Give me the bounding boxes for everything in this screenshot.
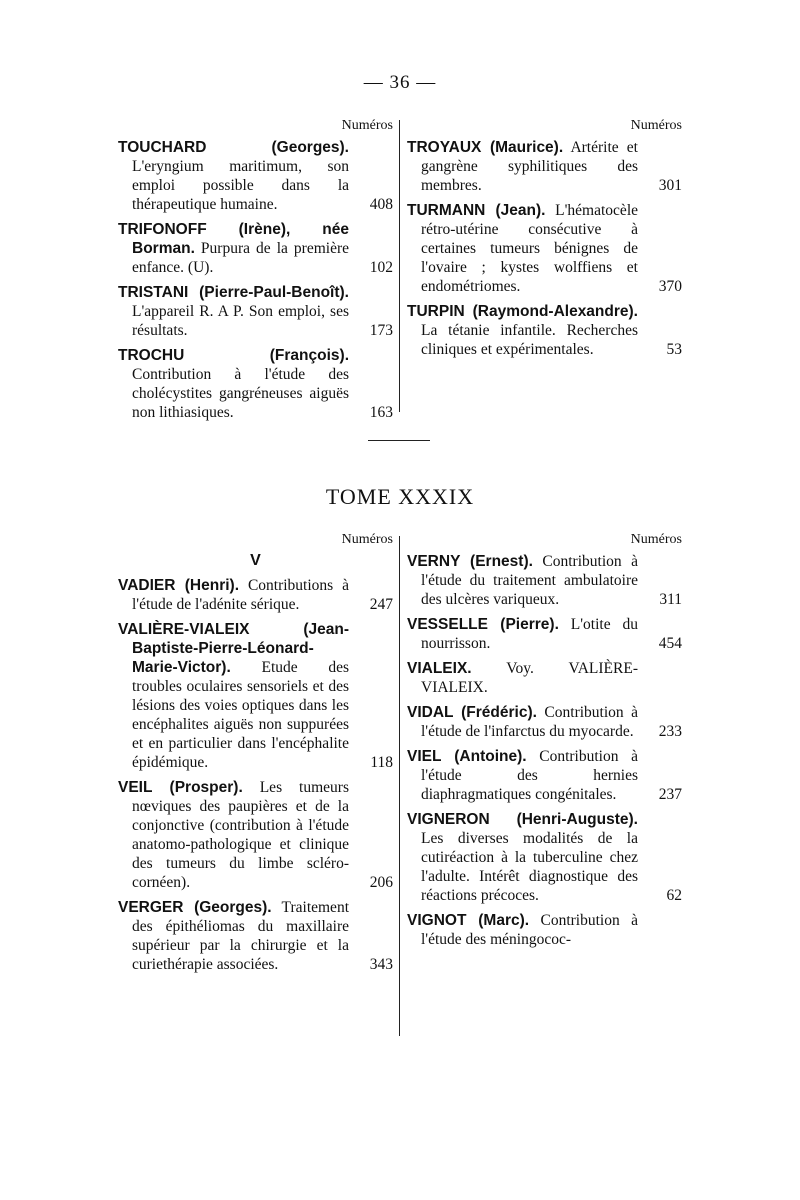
thesis-title: Contribution à l'étude des hernies diaphragmatiques congénitales. xyxy=(421,748,638,803)
index-entry xyxy=(118,576,393,614)
author-name: VIGNERON (Henri-Auguste). xyxy=(407,811,638,828)
author-name: TURMANN (Jean). xyxy=(407,202,546,219)
author-name: VADIER (Henri). xyxy=(118,577,240,594)
section-divider xyxy=(368,440,430,441)
author-name: VERGER (Georges). xyxy=(118,899,272,916)
thesis-number: 301 xyxy=(658,177,682,194)
thesis-title: L'eryngium maritimum, son emploi possible dans la thérapeutique humaine. xyxy=(132,158,349,213)
index-entry xyxy=(118,283,393,340)
bottom-left-column xyxy=(118,532,393,980)
index-entry xyxy=(407,201,682,296)
thesis-number: 53 xyxy=(666,341,682,358)
thesis-title: L'otite du nourrisson. xyxy=(421,616,639,652)
index-entry xyxy=(407,659,682,697)
thesis-title: Etude des troubles oculaires sensoriels et des lésions des voies optiques dans les encéphalites aiguës non suppurées et en particulier dans l'encéphalite épidémique. xyxy=(132,659,349,771)
thesis-title: L'hématocèle rétro-utérine consécutive à certaines tumeurs bénignes de l'ovaire ; kystes wolffiens et endométriomes. xyxy=(421,202,638,295)
author-name: VEIL (Prosper). xyxy=(118,779,243,796)
index-entry xyxy=(407,810,682,905)
author-name: VIALEIX. xyxy=(407,660,472,677)
entry-list xyxy=(118,138,393,422)
author-name: VIDAL (Frédéric). xyxy=(407,704,537,721)
thesis-title: Contributions à l'étude de l'adénite sérique. xyxy=(132,577,349,613)
section-letter: V xyxy=(250,552,261,569)
index-entry xyxy=(118,138,393,214)
bottom-right-column xyxy=(407,532,682,955)
index-entry xyxy=(407,138,682,195)
index-entry xyxy=(118,778,393,892)
thesis-number: 343 xyxy=(369,956,393,973)
index-entry xyxy=(118,220,393,277)
index-entry xyxy=(407,552,682,609)
numeros-header: Numéros xyxy=(341,532,393,547)
thesis-number: 206 xyxy=(369,874,393,891)
column-rule xyxy=(399,120,400,412)
column-rule xyxy=(399,536,400,1036)
author-name: VESSELLE (Pierre). xyxy=(407,616,559,633)
thesis-title: Traitement des épithéliomas du maxillaire supérieur par la chirurgie et la curiethérapie associées. xyxy=(132,899,349,973)
author-name: VERNY (Ernest). xyxy=(407,553,533,570)
author-name: TOUCHARD (Georges). xyxy=(118,139,349,156)
index-entry xyxy=(118,620,393,772)
author-name: TRIFONOFF (Irène), née Borman. xyxy=(118,221,349,257)
thesis-title: Les diverses modalités de la cutiréaction à la tuberculine chez l'adulte. Intérêt diagnostique des réactions précoces. xyxy=(421,830,638,904)
index-entry xyxy=(407,747,682,804)
index-entry xyxy=(118,346,393,422)
author-name: VIEL (Antoine). xyxy=(407,748,527,765)
author-name: TROYAUX (Maurice). xyxy=(407,139,564,156)
thesis-title: Contribution à l'étude de l'infarctus du myocarde. xyxy=(421,704,639,740)
thesis-title: Les tumeurs nœviques des paupières et de la conjonctive (contribution à l'étude anatomo-pathologique et clinique des tumeurs du limbe scléro-cornéen). xyxy=(132,779,349,891)
numeros-header: Numéros xyxy=(630,532,682,547)
entry-list xyxy=(407,138,682,359)
author-name: VALIÈRE-VIALEIX (Jean-Baptiste-Pierre-Léonard-Marie-Victor). xyxy=(118,621,349,676)
thesis-number: 118 xyxy=(370,754,393,771)
thesis-number: 102 xyxy=(369,259,393,276)
author-name: TURPIN (Raymond-Alexandre). xyxy=(407,303,638,320)
index-entry xyxy=(118,898,393,974)
entry-list xyxy=(407,552,682,949)
thesis-title: L'appareil R. A P. Son emploi, ses résultats. xyxy=(132,303,349,339)
top-right-column xyxy=(407,118,682,365)
thesis-title: Contribution à l'étude du traitement ambulatoire des ulcères variqueux. xyxy=(421,553,638,608)
numeros-header: Numéros xyxy=(341,118,393,133)
thesis-number: 173 xyxy=(369,322,393,339)
author-name: TROCHU (François). xyxy=(118,347,349,364)
thesis-number: 62 xyxy=(666,887,682,904)
thesis-title: Purpura de la première enfance. (U). xyxy=(132,240,350,276)
index-entry xyxy=(407,302,682,359)
thesis-title: Contribution à l'étude des cholécystites gangréneuses aiguës non lithiasiques. xyxy=(132,366,349,421)
tome-title: TOME XXXIX xyxy=(325,484,475,509)
thesis-number: 454 xyxy=(658,635,682,652)
thesis-number: 163 xyxy=(369,404,393,421)
author-name: VIGNOT (Marc). xyxy=(407,912,530,929)
thesis-number: 311 xyxy=(659,591,682,608)
thesis-number: 408 xyxy=(369,196,393,213)
page-number: — 36 — xyxy=(363,72,437,93)
thesis-number: 370 xyxy=(658,278,682,295)
thesis-title: La tétanie infantile. Recherches cliniques et expérimentales. xyxy=(421,322,638,358)
thesis-number: 247 xyxy=(369,596,393,613)
entry-list xyxy=(118,576,393,974)
thesis-title: Artérite et gangrène syphilitiques des membres. xyxy=(421,139,638,194)
index-entry xyxy=(407,703,682,741)
thesis-title: Voy. VALIÈRE-VIALEIX. xyxy=(421,660,638,696)
thesis-number: 233 xyxy=(658,723,682,740)
numeros-header: Numéros xyxy=(630,118,682,133)
thesis-number: 237 xyxy=(658,786,682,803)
index-entry xyxy=(407,911,682,949)
top-left-column xyxy=(118,118,393,428)
thesis-title: Contribution à l'étude des méningococ- xyxy=(421,912,638,948)
index-entry xyxy=(407,615,682,653)
author-name: TRISTANI (Pierre-Paul-Benoît). xyxy=(118,284,349,301)
